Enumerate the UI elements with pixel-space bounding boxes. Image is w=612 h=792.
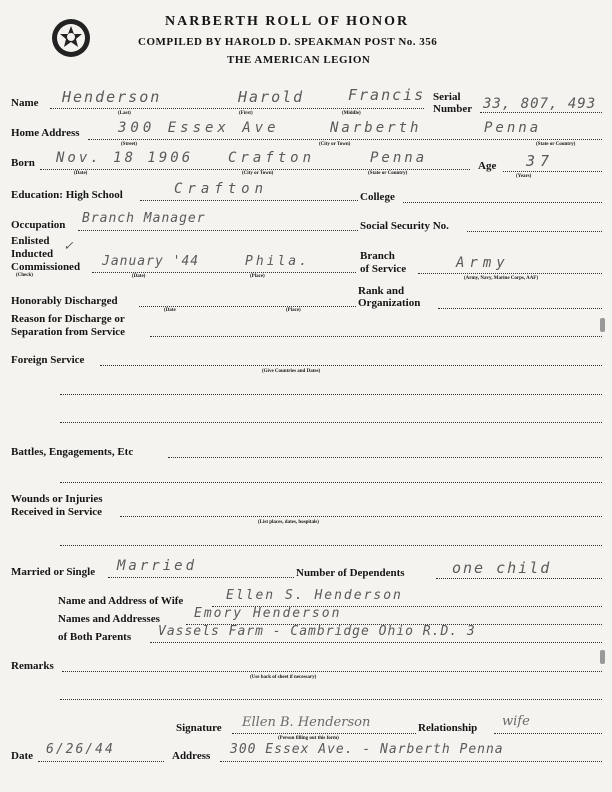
remarks-line-1 xyxy=(62,671,602,672)
serial-number-label: Serial Number xyxy=(433,91,473,115)
branch-value: Army xyxy=(456,255,510,271)
relationship-value: wife xyxy=(502,714,530,729)
caption-street: (Street) xyxy=(121,142,138,147)
foreign-service-line-1 xyxy=(100,365,602,366)
name-middle-value: Francis xyxy=(348,86,426,104)
organization: THE AMERICAN LEGION xyxy=(227,54,371,66)
age-line xyxy=(503,171,602,172)
caption-years: (Years) xyxy=(516,174,532,179)
high-school-line xyxy=(140,200,358,201)
address-value: 300 Essex Ave. - Narberth Penna xyxy=(230,742,504,757)
date-value: 6/26/44 xyxy=(46,742,115,757)
dependents-line xyxy=(436,578,602,579)
occupation-label: Occupation xyxy=(11,219,66,231)
caption-born-city: (City or Town) xyxy=(242,171,274,176)
battles-line-1 xyxy=(168,457,602,458)
punch-hole-mark xyxy=(600,318,605,332)
parents-line-2 xyxy=(150,642,602,643)
born-date-value: Nov. 18 1906 xyxy=(56,150,194,166)
wounds-label: Wounds or Injuries Received in Service xyxy=(11,493,103,518)
age-value: 37 xyxy=(526,152,555,170)
social-security-line xyxy=(467,231,602,232)
name-last-value: Henderson xyxy=(62,88,162,106)
honorably-discharged-label: Honorably Discharged xyxy=(11,295,118,307)
reason-line xyxy=(150,336,602,337)
married-line xyxy=(108,577,294,578)
caption-discharge-place: (Place) xyxy=(286,308,301,313)
date-line xyxy=(38,761,164,762)
foreign-service-label: Foreign Service xyxy=(11,354,85,366)
caption-discharge-date: (Date xyxy=(164,308,176,313)
american-legion-emblem-icon xyxy=(51,18,91,58)
state-value: Penna xyxy=(484,120,542,136)
battles-line-2 xyxy=(60,482,602,483)
home-address-line xyxy=(88,139,602,140)
caption-state: (State or Country) xyxy=(536,142,576,147)
remarks-label: Remarks xyxy=(11,660,54,672)
name-label: Name xyxy=(11,97,39,109)
address-label: Address xyxy=(172,750,211,762)
caption-list-places: (List places, dates, hospitals) xyxy=(258,520,319,525)
occupation-value: Branch Manager xyxy=(82,211,206,226)
parents-name-value: Emory Henderson xyxy=(194,606,342,621)
signature-label: Signature xyxy=(176,722,222,734)
serial-line xyxy=(480,112,602,113)
college-label: College xyxy=(360,191,395,203)
inducted-label: Inducted xyxy=(11,248,54,260)
address-line xyxy=(220,761,602,762)
commission-date-value: January '44 xyxy=(102,254,200,269)
rank-organization-label: Rank and Organization xyxy=(358,285,421,309)
occupation-line xyxy=(78,230,358,231)
home-address-label: Home Address xyxy=(11,127,80,139)
remarks-line-2 xyxy=(60,699,602,700)
discharged-line xyxy=(139,306,356,307)
age-label: Age xyxy=(478,160,497,172)
rank-line xyxy=(438,308,602,309)
married-single-label: Married or Single xyxy=(11,566,96,578)
caption-city: (City or Town) xyxy=(319,142,351,147)
battles-label: Battles, Engagements, Etc xyxy=(11,446,134,458)
relationship-line xyxy=(494,733,602,734)
caption-check: (Check) xyxy=(16,273,33,278)
serial-number-value: 33, 807, 493 xyxy=(483,96,597,112)
dependents-label: Number of Dependents xyxy=(296,567,405,579)
both-parents-label: of Both Parents xyxy=(58,631,132,643)
wife-label: Name and Address of Wife xyxy=(58,595,184,607)
caption-commission-place: (Place) xyxy=(250,274,265,279)
city-value: Narberth xyxy=(330,120,422,136)
foreign-service-line-3 xyxy=(60,422,602,423)
wounds-line-1 xyxy=(120,516,602,517)
caption-give-countries: (Give Countries and Dates) xyxy=(262,369,321,374)
social-security-label: Social Security No. xyxy=(360,220,449,232)
reason-discharge-label: Reason for Discharge or Separation from Service xyxy=(11,313,126,338)
caption-born-date: (Date) xyxy=(74,171,88,176)
education-label: Education: High School xyxy=(11,189,123,201)
born-state-value: Penna xyxy=(370,150,428,166)
caption-middle: (Middle) xyxy=(342,111,361,116)
signature-line xyxy=(232,733,416,734)
parents-address-value: Vassels Farm - Cambridge Ohio R.D. 3 xyxy=(158,624,476,639)
check-mark-value: ✓ xyxy=(64,238,73,254)
caption-person-filling: (Person filling out this form) xyxy=(278,736,339,741)
compiled-by: COMPILED BY HAROLD D. SPEAKMAN POST No. 356 xyxy=(138,36,438,48)
enlisted-label: Enlisted xyxy=(11,235,50,247)
relationship-label: Relationship xyxy=(418,722,478,734)
branch-of-service-label: Branch of Service xyxy=(360,250,407,275)
commission-place-value: Phila. xyxy=(245,254,310,269)
wounds-line-2 xyxy=(60,545,602,546)
born-city-value: Crafton xyxy=(228,150,316,166)
signature-value: Ellen B. Henderson xyxy=(242,715,371,730)
name-line xyxy=(50,108,424,109)
caption-first: (First) xyxy=(239,111,253,116)
foreign-service-line-2 xyxy=(60,394,602,395)
commissioned-label: Commissioned xyxy=(11,261,81,273)
names-addresses-label: Names and Addresses xyxy=(58,613,160,625)
born-line xyxy=(40,169,470,170)
caption-born-state: (State or Country) xyxy=(368,171,408,176)
caption-branch-options: (Army, Navy, Marine Corps, AAF) xyxy=(464,276,539,281)
branch-line xyxy=(418,273,602,274)
form-title: NARBERTH ROLL OF HONOR xyxy=(165,14,410,29)
born-label: Born xyxy=(11,157,35,169)
wife-value: Ellen S. Henderson xyxy=(226,588,403,603)
married-value: Married xyxy=(117,558,198,574)
punch-hole-mark xyxy=(600,650,605,664)
date-label: Date xyxy=(11,750,33,762)
caption-use-back: (Use back of sheet if necessary) xyxy=(250,675,317,680)
caption-last: (Last) xyxy=(118,111,131,116)
caption-commission-date: (Date) xyxy=(132,274,146,279)
street-value: 300 Essex Ave xyxy=(118,120,280,136)
name-first-value: Harold xyxy=(238,88,305,106)
high-school-value: Crafton xyxy=(174,181,269,197)
commission-line xyxy=(92,272,356,273)
college-line xyxy=(403,202,602,203)
dependents-value: one child xyxy=(452,559,552,577)
